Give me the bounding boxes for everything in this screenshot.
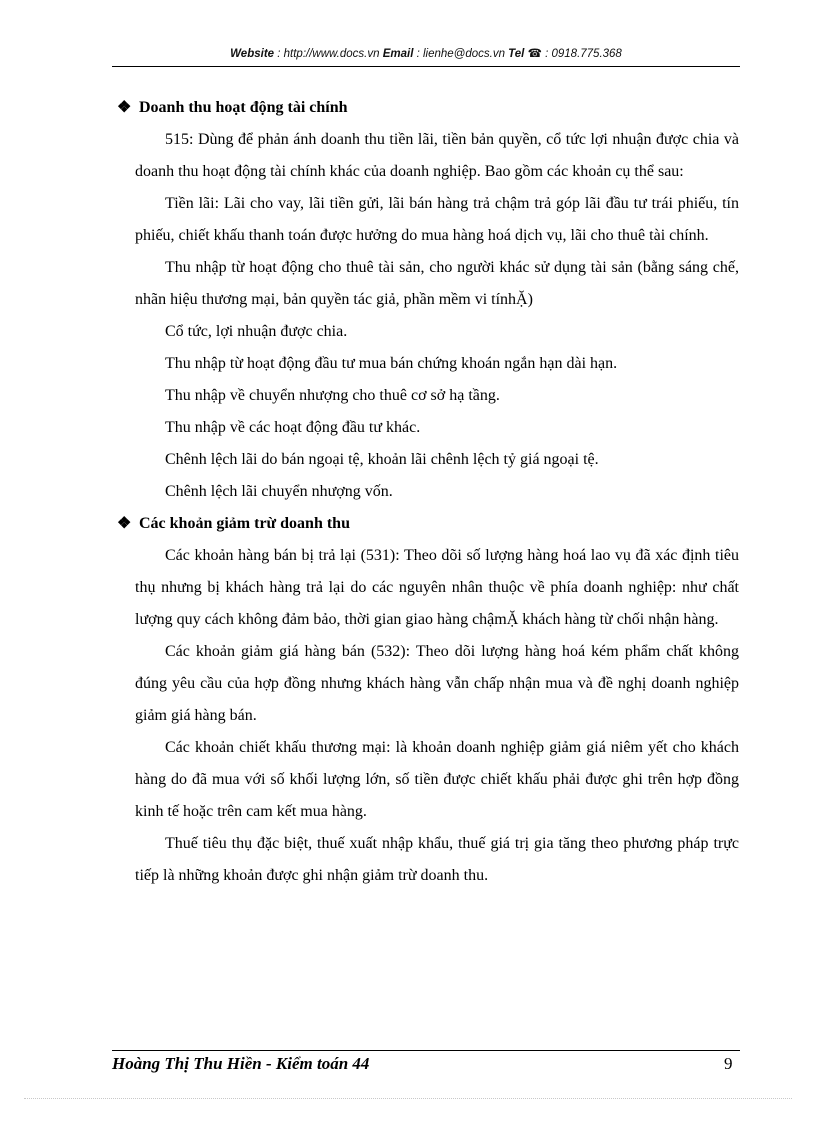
page-boundary (24, 1098, 792, 1099)
diamond-bullet-icon: ❖ (117, 515, 132, 532)
list-item: Chênh lệch lãi do bán ngoại tệ, khoản lãi chênh lệch tỷ giá ngoại tệ. (165, 451, 599, 468)
section-heading-financial-revenue: ❖ Doanh thu hoạt động tài chính (117, 92, 739, 124)
email-value[interactable]: : lienhe@docs.vn (413, 48, 509, 60)
tel-value: ☎ : 0918.775.368 (524, 48, 622, 60)
website-value[interactable]: : http://www.docs.vn (274, 48, 383, 60)
list-item: Chênh lệch lãi chuyển nhượng vốn. (165, 483, 393, 500)
diamond-bullet-icon: ❖ (117, 99, 132, 116)
paragraph-trade-discounts: Các khoản chiết khấu thương mại: là khoản doanh nghiệp giảm giá niêm yết cho khách hàng do đã mua với số khối lượng lớn, số tiền được chiết khấu phải được ghi trên hợp đồng kinh tế hoặc trên cam kết mua hàng. (135, 739, 739, 820)
website-label: Website (230, 48, 275, 60)
list-item: Thu nhập về các hoạt động đầu tư khác. (165, 419, 421, 436)
page-number: 9 (724, 1054, 733, 1073)
paragraph-sales-discounts: Các khoản giảm giá hàng bán (532): Theo dõi lượng hàng hoá kém phẩm chất không đúng yêu cầu của hợp đồng nhưng khách hàng vẫn chấp nhận mua và đề nghị doanh nghiệp giảm giá hàng bán. (135, 643, 739, 724)
paragraph-interest: Tiền lãi: Lãi cho vay, lãi tiền gửi, lãi bán hàng trả chậm trả góp lãi đầu tư trái phiếu, tín phiếu, chiết khấu thanh toán được hưởng do mua hàng hoá dịch vụ, lãi cho thuê tài chính. (135, 195, 739, 244)
header-divider (112, 66, 740, 67)
footer-divider (112, 1050, 740, 1051)
footer-author: Hoàng Thị Thu Hiền - Kiểm toán 44 (112, 1054, 370, 1073)
paragraph-rental-income: Thu nhập từ hoạt động cho thuê tài sản, cho người khác sử dụng tài sản (bằng sáng chế, nhãn hiệu thương mại, bản quyền tác giả, phần mềm vi tínhẶ) (135, 259, 739, 308)
list-item: Cổ tức, lợi nhuận được chia. (165, 323, 348, 340)
email-label: Email (382, 48, 414, 60)
paragraph-sales-returns: Các khoản hàng bán bị trả lại (531): Theo dõi số lượng hàng hoá lao vụ đã xác định tiêu thụ nhưng bị khách hàng trả lại do các nguyên nhân thuộc về phía doanh nghiệp: như chất lượng quy cách không đảm bảo, thời gian giao hàng chậmẶ khách hàng từ chối nhận hàng. (135, 547, 739, 628)
tel-label: Tel (508, 48, 525, 60)
list-item: Thu nhập từ hoạt động đầu tư mua bán chứng khoán ngắn hạn dài hạn. (165, 355, 618, 372)
document-body (117, 92, 739, 892)
paragraph-515-intro: 515: Dùng để phản ánh doanh thu tiền lãi, tiền bản quyền, cổ tức lợi nhuận được chia và doanh thu hoạt động tài chính khác của doanh nghiệp. Bao gồm các khoản cụ thể sau: (135, 131, 739, 180)
list-item: Thu nhập về chuyển nhượng cho thuê cơ sở hạ tầng. (165, 387, 500, 404)
paragraph-taxes: Thuế tiêu thụ đặc biệt, thuế xuất nhập khẩu, thuế giá trị gia tăng theo phương pháp trực tiếp là những khoản được ghi nhận giảm trừ doanh thu. (135, 835, 739, 884)
section-heading-revenue-deductions: ❖ Các khoản giảm trừ doanh thu (117, 508, 739, 540)
page-header (112, 46, 740, 60)
